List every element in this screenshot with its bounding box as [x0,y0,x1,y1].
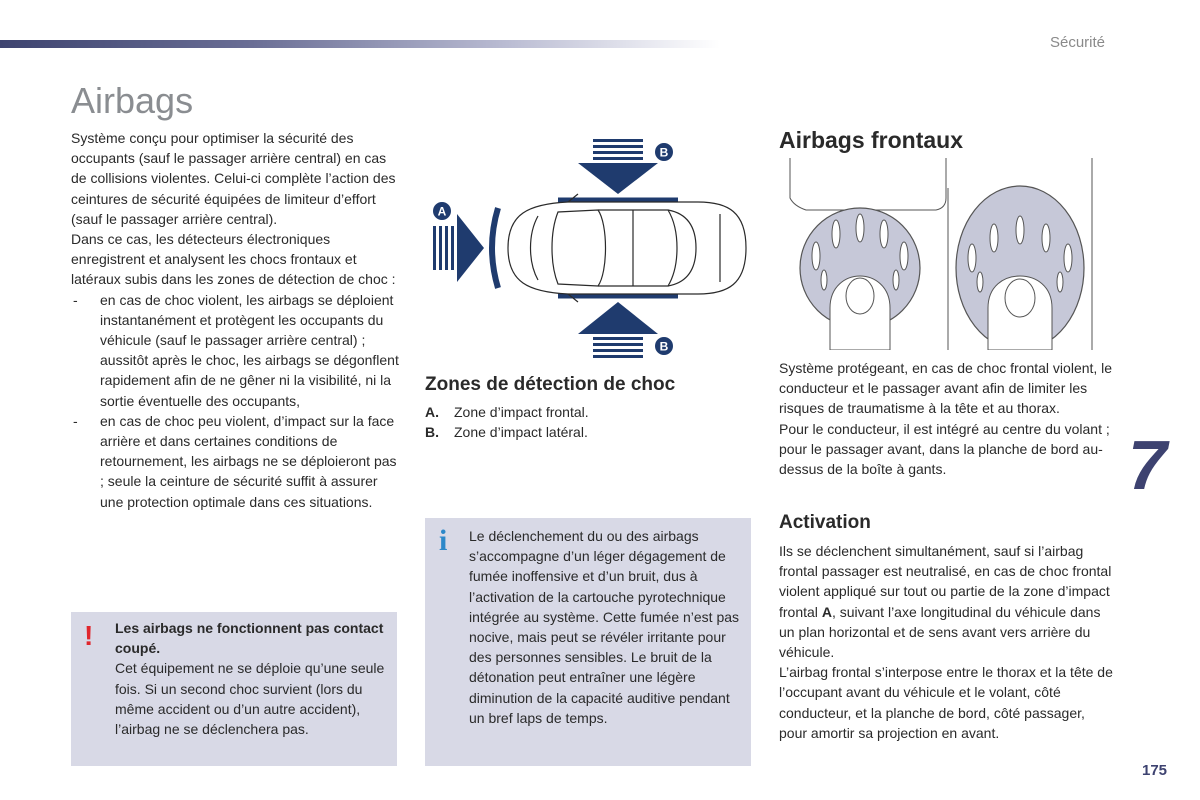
zone-item [425,402,745,422]
zone-text: Zone d’impact frontal. [454,404,589,420]
warning-box [71,612,397,766]
intro-section [71,128,401,512]
label-b-top: B [659,145,669,160]
activation-title: Activation [779,512,871,533]
label-a: A [437,204,447,219]
label-badge-a [432,201,452,221]
activation-zone-a-ref: A [821,603,832,620]
warning-exclamation-icon: ! [84,620,94,651]
bullet-text: en cas de choc violent, les airbags se déploient instantanément et protègent les occupants du véhicule (sauf le passager arrière central) ; aussitôt après le choc, les airbags se dégonflent rapidement afin de ne gêner ni la visibilité, ni la sortie éventuelle des occupants, [100,291,399,409]
zones-title: Zones de détection de choc [425,374,676,395]
info-box [425,518,751,766]
activation-paragraph-2: L’airbag frontal s’interpose entre le thorax et la tête de l’occupant avant du véhicule et le volant, côté conducteur, et la planche de bord, côté passager, pour amortir sa projection en avant. [779,664,1113,741]
chapter-number: 7 [1128,426,1167,504]
zones-list [425,402,745,442]
car-top-view [508,194,746,302]
frontal-zone-bracket [492,208,498,288]
bullet-item [71,290,401,411]
intro-bullet-list [71,290,401,512]
activation-description [779,541,1114,743]
bullet-dash: - [73,412,78,429]
label-badge-b-bottom [654,336,674,356]
intro-paragraph-1: Système conçu pour optimiser la sécurité des occupants (sauf le passager arrière central) en cas de collisions violentes. Celui-ci complète l’action des ceintures de sécurité équipées de limiteur d’effort (sauf le passager arrière central). [71,130,396,227]
warning-bold-text: Les airbags ne fonctionnent pas contact coupé. [115,620,384,657]
frontal-paragraph-2: Pour le conducteur, il est intégré au centre du volant ; pour le passager avant, dans la planche de bord au-dessus de la boîte à gants. [779,420,1110,478]
lateral-impact-arrow-top [578,139,658,194]
intro-paragraph-2: Dans ce cas, les détecteurs électroniques enregistrent et analysent les chocs frontaux et latéraux subis dans les zones de détection de choc : [71,231,396,288]
bullet-item [71,411,401,512]
passenger-airbag-icon [956,186,1084,350]
frontal-airbags-title: Airbags frontaux [779,127,964,153]
frontal-airbags-illustration [786,158,1098,350]
activation-text-part-1: Ils se déclenchent simultanément, sauf si l’airbag frontal passager est neutralisé, en cas de choc frontal violent appliqué sur tout ou partie de la zone d’impact frontal [779,543,1112,620]
info-icon: i [439,524,448,557]
warning-body-text: Cet équipement ne se déploie qu’une seule fois. Si un second choc survient (lors du même accident ou d’un autre accident), l’airbag ne se déclenchera pas. [115,660,385,738]
page-number: 175 [1142,762,1168,779]
info-text: Le déclenchement du ou des airbags s’accompagne d’un léger dégagement de fumée inoffensive et d’un bruit, dus à l’activation de la cartouche pyrotechnique intégrée au système. Cette fumée n’est pas nocive, mais peut se révéler irritante pour des personnes sensibles. Le bruit de la détonation peut entraîner une légère diminution de la capacité auditive pendant un bref laps de temps. [469,528,740,726]
bullet-dash: - [73,291,78,308]
section-header: Sécurité [1049,34,1105,51]
activation-paragraph-1 [779,541,1114,662]
frontal-description [779,358,1114,479]
lateral-impact-arrow-bottom [578,302,658,358]
impact-zones-diagram [428,134,758,364]
header-decorative-bar [0,40,720,48]
zone-key: B. [425,424,439,441]
zone-text: Zone d’impact latéral. [454,424,588,441]
activation-text-part-2: , suivant l’axe longitudinal du véhicule dans un plan horizontal et de sens avant vers arrière du véhicule. [779,603,1101,661]
driver-airbag-icon [800,208,920,350]
page-title: Airbags [71,80,194,121]
label-badge-b-top [654,142,674,162]
zone-item [425,422,745,442]
label-b-bottom: B [659,339,669,354]
bullet-text: en cas de choc peu violent, d’impact sur la face arrière et dans certaines conditions de retournement, les airbags ne se déploieront pas ; seule la ceinture de sécurité suffit à assurer une protection optimale dans ces situations. [100,412,397,510]
frontal-impact-arrow [433,214,484,282]
warning-text [115,618,391,739]
frontal-paragraph-1: Système protégeant, en cas de choc frontal violent, le conducteur et le passager avant afin de limiter les risques de traumatisme à la tête et au thorax. [779,360,1113,417]
zone-key: A. [425,404,439,420]
windshield-frame-left [790,158,946,210]
